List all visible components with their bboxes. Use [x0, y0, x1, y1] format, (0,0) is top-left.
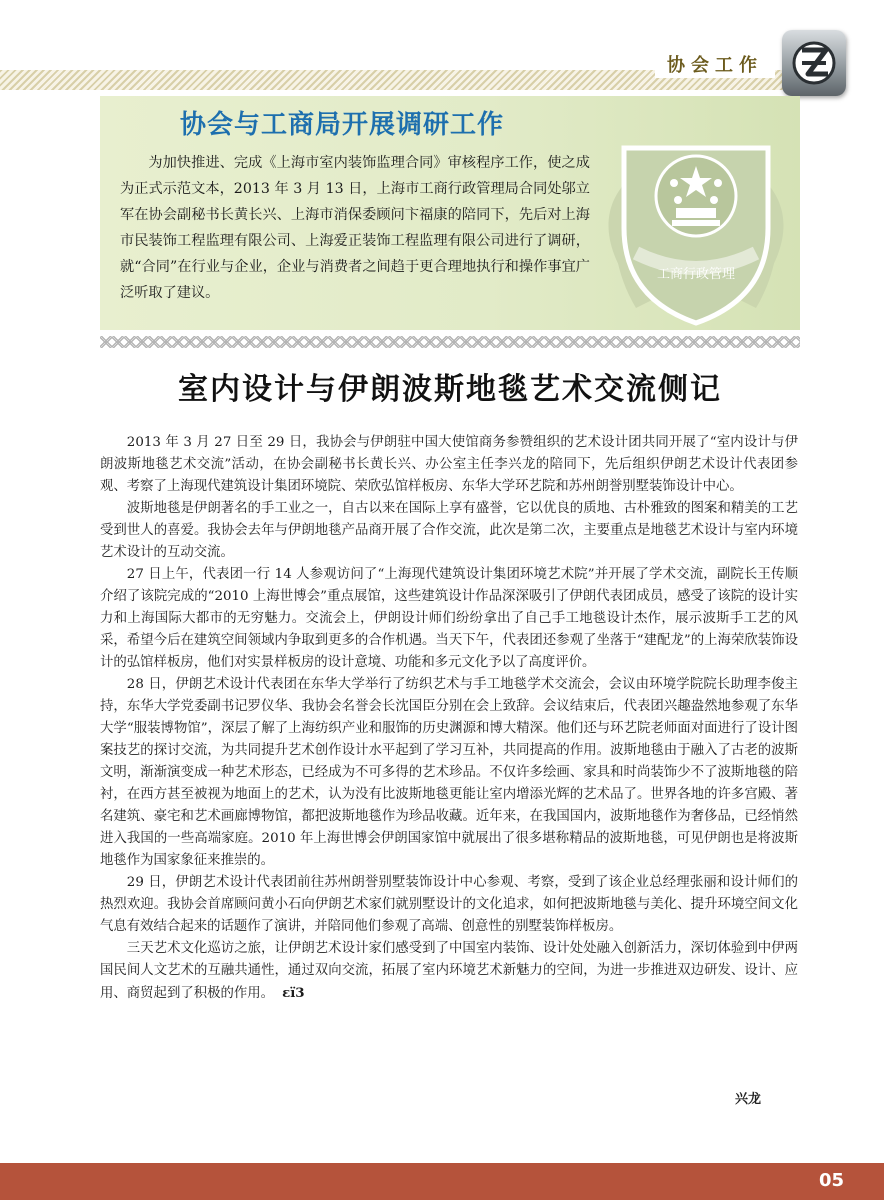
intro-title: 协会与工商局开展调研工作: [180, 110, 505, 140]
article-paragraph: 28 日，伊朗艺术设计代表团在东华大学举行了纺织艺术与手工地毯学术交流会，会议由环境学院院长助理李俊主持，东华大学党委副书记罗仪华、我协会名誉会长沈国臣分别在会上致辞。会议结束后，代表团兴趣盎然地参观了东华大学“服装博物馆”，深层了解了上海纺织产业和服饰的历史渊源和博大精深。他们还与环艺院老师面对面进行了设计图案技艺的探讨交流，为共同提升艺术创作设计水平起到了学习互补，共同提高的作用。波斯地毯由于融入了古老的波斯文明，渐渐演变成一种艺术形态，已经成为不可多得的艺术珍品。不仅许多绘画、家具和时尚装饰少不了波斯地毯的陪衬，在西方甚至被视为地面上的艺术，认为没有比波斯地毯更能让室内增添光辉的艺术品了。世界各地的许多宫殿、著名建筑、豪宅和艺术画廊博物馆，都把波斯地毯作为珍品收藏。近年来，在我国国内，波斯地毯作为奢侈品，已经悄然进入我国的一些高端家庭。2010 年上海世博会伊朗国家馆中就展出了很多堪称精品的波斯地毯，可见伊朗也是将波斯地毯作为国家象征来推崇的。: [100, 677, 798, 868]
intro-paragraph: 为加快推进、完成《上海市室内装饰监理合同》审核程序工作，使之成为正式示范文本，2013 年 3 月 13 日，上海市工商行政管理局合同处邬立军在协会副秘书长黄长兴、上海市消保委顾问卞福康的陪同下，先后对上海市民装饰工程监理有限公司、上海爱正装饰工程监理有限公司进行了调研，就“合同”在行业与企业，企业与消费者之间趋于更合理地执行和操作事宜广泛听取了建议。: [120, 155, 590, 301]
diamond-divider: [100, 336, 800, 348]
article-paragraph-last: [100, 938, 798, 1005]
article-title: 室内设计与伊朗波斯地毯艺术交流侧记: [178, 372, 722, 407]
article-paragraph: 2013 年 3 月 27 日至 29 日，我协会与伊朗驻中国大使馆商务参赞组织的艺术设计团共同开展了“室内设计与伊朗波斯地毯艺术交流”活动，在协会副秘书长黄长兴、办公室主任李兴龙的陪同下，先后组织伊朗艺术设计代表团参观、考察了上海现代建筑设计集团环境院、荣欣弘馆样板房、东华大学环艺院和苏州朗誉别墅装饰设计中心。: [100, 435, 798, 494]
footer-band: [0, 1163, 884, 1200]
national-emblem-icon: [596, 108, 796, 328]
article-body: [100, 432, 798, 1005]
article-paragraph: 29 日，伊朗艺术设计代表团前往苏州朗誉别墅装饰设计中心参观、考察，受到了该企业总经理张丽和设计师们的热烈欢迎。我协会首席顾问黄小石向伊朗艺术家们就别墅设计的文化追求，如何把波斯地毯与美化、提升环境空间文化气息有效结合起来的话题作了演讲，并陪同他们参观了高端、创意性的别墅装饰样板房。: [100, 875, 798, 934]
association-logo-icon: [782, 30, 846, 96]
article-paragraph: 27 日上午，代表团一行 14 人参观访问了“上海现代建筑设计集团环境艺术院”并开展了学术交流，副院长王传顺介绍了该院完成的“2010 上海世博会”重点展馆，这些建筑设计作品深深吸引了伊朗代表团成员，感受了该院的设计实力和上海国际大都市的无穷魅力。交流会上，伊朗设计师们纷纷拿出了自己手工地毯设计杰作，展示波斯手工艺的风采，希望今后在建筑空间领域内争取到更多的合作机遇。当天下午，代表团还参观了坐落于“建配龙”的上海荣欣装饰设计的弘馆样板房，他们对实景样板房的设计意境、功能和多元文化予以了高度评价。: [100, 567, 798, 670]
article-paragraph-text: 三天艺术文化巡访之旅，让伊朗艺术设计家们感受到了中国室内装饰、设计处处融入创新活力，深切体验到中伊两国民间人文艺术的互融共通性，通过双向交流，拓展了室内环境艺术新魅力的空间，为进一步推进双边研发、设计、应用、商贸起到了积极的作用。: [100, 941, 798, 1001]
emblem-text: 工商行政管理: [656, 267, 736, 282]
article-paragraph: 波斯地毯是伊朗著名的手工业之一，自古以来在国际上享有盛誉，它以优良的质地、古朴雅致的图案和精美的工艺受到世人的喜爱。我协会去年与伊朗地毯产品商开展了合作交流，此次是第二次，主要重点是地毯艺术设计与室内环境艺术设计的互动交流。: [100, 501, 798, 560]
end-mark: εï3: [282, 985, 305, 1001]
page-number: 05: [818, 1170, 844, 1191]
section-label: 协会工作: [655, 54, 775, 78]
author-name: 兴龙: [735, 1092, 762, 1107]
